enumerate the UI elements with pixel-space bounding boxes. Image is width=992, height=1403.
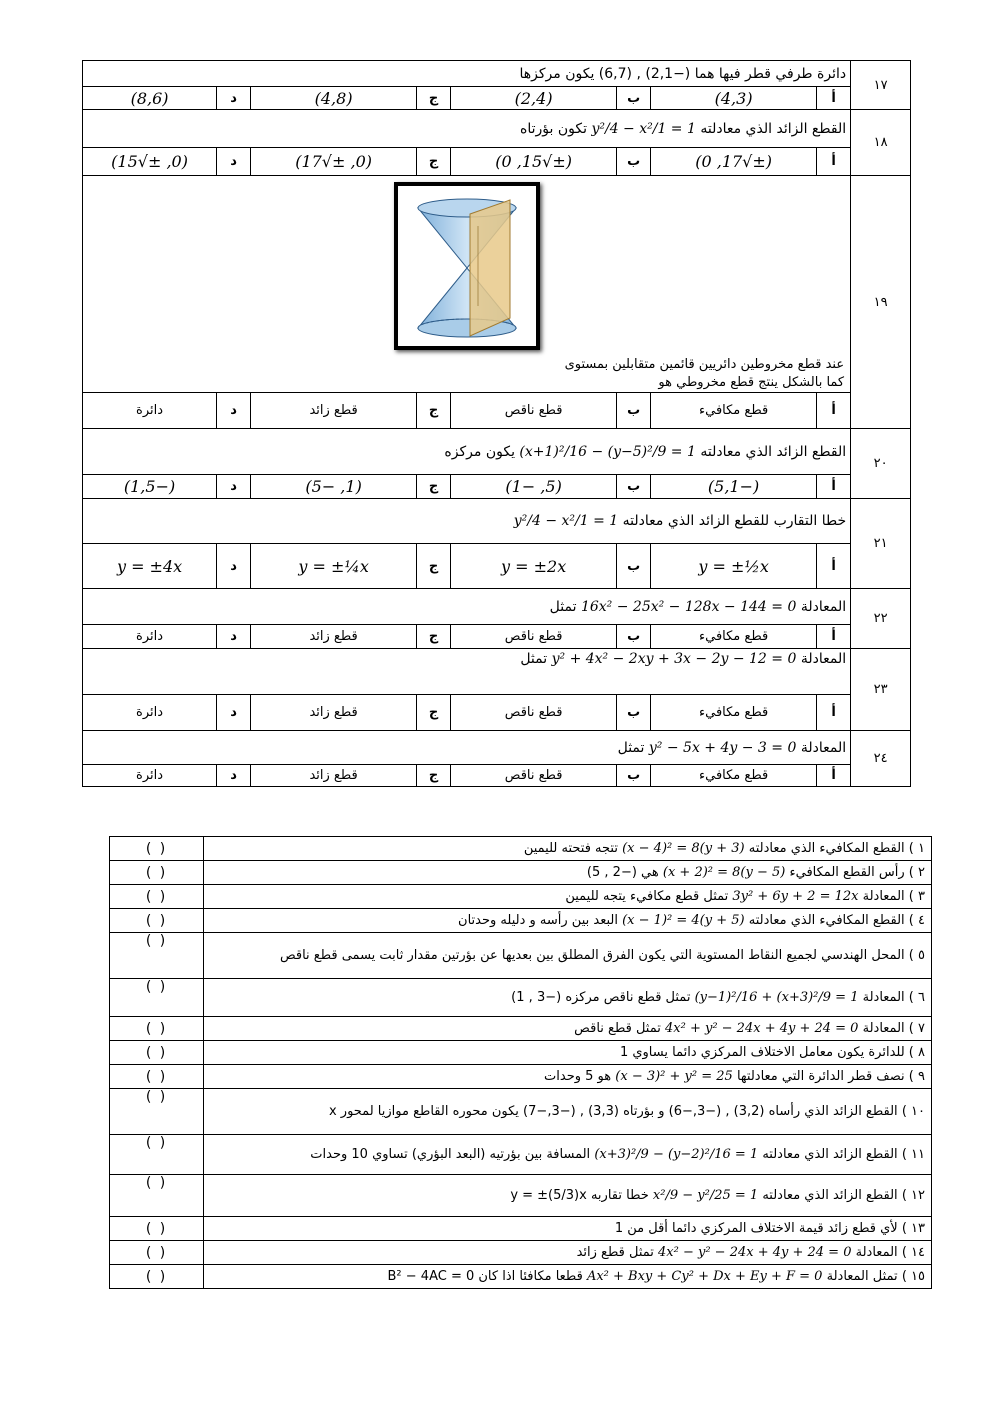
option-letter: أ xyxy=(817,544,851,589)
option-letter: د xyxy=(217,625,251,649)
double-cone-plane-icon xyxy=(398,186,536,346)
option-letter: أ xyxy=(817,625,851,649)
tf-text: هي (−2 , 5) xyxy=(586,865,659,880)
option-d[interactable]: دائرة xyxy=(83,393,217,429)
option-d[interactable]: (0, ±√15) xyxy=(83,148,217,176)
tf-number: ١ ) xyxy=(908,841,925,856)
question-text xyxy=(83,176,851,393)
tf-text: تمثل قطع مكافيء يتجه لليمين xyxy=(565,889,729,904)
tf-statement xyxy=(204,933,932,979)
option-b[interactable]: قطع ناقص xyxy=(451,393,617,429)
tf-text: للدائرة يكون معامل الاختلاف المركزي دائما يساوي 1 xyxy=(619,1045,905,1060)
answer-blank[interactable]: ( ) xyxy=(110,1089,204,1135)
answer-blank[interactable]: ( ) xyxy=(110,837,204,861)
tf-row xyxy=(110,1089,932,1135)
tf-statement xyxy=(204,1241,932,1265)
answer-blank[interactable]: ( ) xyxy=(110,1175,204,1217)
tf-text: البعد بين رأسه و دليله وحدتان xyxy=(458,913,618,928)
option-letter: أ xyxy=(817,87,851,110)
options-row xyxy=(83,148,911,176)
answer-blank[interactable]: ( ) xyxy=(110,1041,204,1065)
option-letter: أ xyxy=(817,765,851,787)
option-letter: ب xyxy=(617,148,651,176)
tf-row xyxy=(110,933,932,979)
option-letter: ج xyxy=(417,475,451,499)
option-a[interactable]: قطع مكافيء xyxy=(651,695,817,731)
tf-statement xyxy=(204,1265,932,1289)
option-letter: أ xyxy=(817,148,851,176)
tf-number: ٦ ) xyxy=(908,990,925,1005)
answer-blank[interactable]: ( ) xyxy=(110,1135,204,1175)
tf-row xyxy=(110,1217,932,1241)
answer-blank[interactable]: ( ) xyxy=(110,885,204,909)
question-equation: y² + 4x² − 2xy + 3x − 2y − 12 = 0 xyxy=(551,651,797,667)
option-d[interactable]: y = ±4x xyxy=(83,544,217,589)
tf-equation: 4x² + y² − 24x + 4y + 24 = 0 xyxy=(665,1021,859,1036)
tf-text: المعادلة xyxy=(862,1021,905,1036)
tf-number: ١٥ ) xyxy=(901,1269,925,1284)
question-text xyxy=(83,649,851,695)
option-letter: ب xyxy=(617,393,651,429)
question-row xyxy=(83,176,911,393)
question-suffix: يكون مركزه xyxy=(444,443,515,460)
tf-statement xyxy=(204,979,932,1017)
option-c[interactable]: (4,8) xyxy=(251,87,417,110)
option-letter: ج xyxy=(417,393,451,429)
question-prefix: المعادلة xyxy=(800,651,847,667)
tf-row xyxy=(110,837,932,861)
tf-statement xyxy=(204,885,932,909)
option-letter: أ xyxy=(817,393,851,429)
tf-row xyxy=(110,1241,932,1265)
options-row xyxy=(83,695,911,731)
option-b[interactable]: y = ±2x xyxy=(451,544,617,589)
option-b[interactable]: قطع ناقص xyxy=(451,765,617,787)
answer-blank[interactable]: ( ) xyxy=(110,1217,204,1241)
true-false-table xyxy=(109,836,932,1289)
option-a[interactable]: (4,3) xyxy=(651,87,817,110)
tf-text: تمثل قطع ناقص xyxy=(574,1021,661,1036)
option-letter: ب xyxy=(617,475,651,499)
tf-number: ٩ ) xyxy=(908,1069,925,1084)
question-prefix: القطع الزائد الذي معادلته xyxy=(700,120,847,137)
option-d[interactable]: (−1,5) xyxy=(83,475,217,499)
tf-row xyxy=(110,909,932,933)
option-a[interactable]: y = ±½x xyxy=(651,544,817,589)
tf-number: ٧ ) xyxy=(908,1021,925,1036)
tf-text: المسافة بين بؤرتيه (البعد البؤري) تساوي 10 وحدات xyxy=(310,1147,591,1162)
tf-equation: (x − 1)² = 4(y + 5) xyxy=(622,913,745,928)
tf-number: ١٠ ) xyxy=(901,1103,925,1119)
option-a[interactable]: (−5,1) xyxy=(651,475,817,499)
option-letter: ب xyxy=(617,625,651,649)
options-row xyxy=(83,475,911,499)
question-row xyxy=(83,731,911,765)
figure-container xyxy=(83,176,850,350)
mcq-table xyxy=(82,60,911,787)
option-d[interactable]: دائرة xyxy=(83,695,217,731)
question-suffix: تكون بؤرتاه xyxy=(520,120,587,137)
answer-blank[interactable]: ( ) xyxy=(110,1017,204,1041)
option-d[interactable]: دائرة xyxy=(83,625,217,649)
tf-equation: (y−1)²/16 + (x+3)²/9 = 1 xyxy=(694,990,859,1005)
answer-blank[interactable]: ( ) xyxy=(110,1265,204,1289)
question-number: ١٩ xyxy=(851,176,911,429)
options-row xyxy=(83,544,911,589)
tf-statement xyxy=(204,1089,932,1135)
question-text xyxy=(83,429,851,475)
option-letter: ج xyxy=(417,148,451,176)
option-c[interactable]: قطع زائد xyxy=(251,695,417,731)
tf-row xyxy=(110,885,932,909)
option-letter: ب xyxy=(617,87,651,110)
option-letter: أ xyxy=(817,475,851,499)
option-letter: ج xyxy=(417,87,451,110)
question-line-2: كما بالشكل ينتج قطع مخروطي هو xyxy=(658,375,845,390)
tf-statement xyxy=(204,837,932,861)
question-text: دائرة طرفي قطر فيها هما (−2,1) , (6,7) يكون مركزها xyxy=(83,61,851,87)
question-line-1: عند قطع مخروطين دائريين قائمين متقابلين بمستوى xyxy=(564,357,845,372)
tf-equation: Ax² + Bxy + Cy² + Dx + Ey + F = 0 xyxy=(586,1269,823,1284)
tf-statement xyxy=(204,1217,932,1241)
tf-number: ٤ ) xyxy=(908,913,925,928)
question-suffix: تمثل xyxy=(549,598,577,615)
tf-text: نصف قطر الدائرة التي معادلتها xyxy=(736,1069,905,1084)
tf-number: ١٣ ) xyxy=(901,1221,925,1236)
tf-equation: 3y² + 6y + 2 = 12x xyxy=(732,889,859,904)
option-c[interactable]: (1, −5) xyxy=(251,475,417,499)
option-a[interactable]: قطع مكافيء xyxy=(651,393,817,429)
tf-statement xyxy=(204,1041,932,1065)
option-letter: د xyxy=(217,475,251,499)
answer-blank[interactable]: ( ) xyxy=(110,979,204,1017)
tf-statement xyxy=(204,1017,932,1041)
question-equation: y²/4 − x²/1 = 1 xyxy=(513,513,619,529)
tf-statement xyxy=(204,861,932,885)
question-suffix: تمثل xyxy=(617,739,645,756)
option-c[interactable]: قطع زائد xyxy=(251,393,417,429)
tf-text: القطع الزائد الذي رأساه (3,2) , (−3,−6) و بؤرتاه (3,3) , (−3,−7) يكون محوره القاطع موازيا لمحور x xyxy=(328,1103,898,1119)
question-number: ٢٢ xyxy=(851,589,911,649)
option-letter: د xyxy=(217,87,251,110)
tf-text: تتجه فتحته لليمين xyxy=(523,841,618,856)
tf-text: تمثل قطع زائد xyxy=(576,1245,654,1260)
tf-equation: (x+3)²/9 − (y−2)²/16 = 1 xyxy=(594,1147,759,1162)
question-number: ٢٠ xyxy=(851,429,911,499)
tf-number: ٢ ) xyxy=(908,865,925,880)
option-b[interactable]: قطع ناقص xyxy=(451,625,617,649)
tf-text: تمثل المعادلة xyxy=(826,1269,898,1284)
question-prefix: القطع الزائد الذي معادلته xyxy=(700,443,847,460)
option-letter: ب xyxy=(617,765,651,787)
option-letter: ج xyxy=(417,695,451,731)
question-number: ٢١ xyxy=(851,499,911,589)
question-row xyxy=(83,429,911,475)
question-equation: y² − 5x + 4y − 3 = 0 xyxy=(648,739,797,756)
question-prefix: خطا التقارب للقطع الزائد الذي معادلته xyxy=(622,513,847,529)
option-a[interactable]: قطع مكافيء xyxy=(651,625,817,649)
tf-text: المعادلة xyxy=(862,990,905,1005)
option-letter: ب xyxy=(617,544,651,589)
question-equation: y²/4 − x²/1 = 1 xyxy=(591,120,696,137)
option-letter: د xyxy=(217,148,251,176)
tf-text: هو 5 وحدات xyxy=(544,1069,612,1084)
question-row xyxy=(83,110,911,148)
option-a[interactable]: قطع مكافيء xyxy=(651,765,817,787)
tf-text: القطع الزائد الذي معادلته xyxy=(762,1147,898,1162)
answer-blank[interactable]: ( ) xyxy=(110,861,204,885)
tf-text: المعادلة xyxy=(855,1245,898,1260)
options-row xyxy=(83,87,911,110)
tf-statement xyxy=(204,1175,932,1217)
tf-text: تمثل قطع ناقص مركزه (−3 , 1) xyxy=(511,990,691,1005)
option-c[interactable]: y = ±¼x xyxy=(251,544,417,589)
tf-text: القطع المكافيء الذي معادلته xyxy=(748,913,905,928)
tf-text: المحل الهندسي لجميع النقاط المستوية التي يكون الفرق المطلق بين بعديها عن بؤرتين مقدار ثابت يسمى قطع ناقص xyxy=(279,947,905,963)
tf-equation: (x + 2)² = 8(y − 5) xyxy=(662,865,786,880)
tf-row xyxy=(110,1065,932,1089)
option-c[interactable]: قطع زائد xyxy=(251,625,417,649)
question-prefix: المعادلة xyxy=(800,598,847,615)
option-b[interactable]: (±√15, 0) xyxy=(451,148,617,176)
options-row xyxy=(83,393,911,429)
double-cone-figure xyxy=(394,182,540,350)
question-text xyxy=(83,731,851,765)
tf-equation: (x − 3)² + y² = 25 xyxy=(615,1069,733,1084)
option-b[interactable]: (2,4) xyxy=(451,87,617,110)
tf-equation: (x − 4)² = 8(y + 3) xyxy=(622,841,745,856)
option-c[interactable]: قطع زائد xyxy=(251,765,417,787)
tf-text: القطع المكافيء الذي معادلته xyxy=(748,841,905,856)
question-row xyxy=(83,649,911,695)
options-row xyxy=(83,765,911,787)
tf-row xyxy=(110,979,932,1017)
option-d[interactable]: دائرة xyxy=(83,765,217,787)
answer-blank[interactable]: ( ) xyxy=(110,933,204,979)
question-row xyxy=(83,499,911,544)
answer-blank[interactable]: ( ) xyxy=(110,1241,204,1265)
tf-number: ١٤ ) xyxy=(901,1245,925,1260)
question-number: ١٨ xyxy=(851,110,911,176)
tf-row xyxy=(110,1265,932,1289)
tf-text: قطعا مكافئا اذا كان B² − 4AC = 0 xyxy=(387,1269,583,1284)
option-letter: ب xyxy=(617,695,651,731)
tf-number: ٣ ) xyxy=(908,889,925,904)
option-d[interactable]: (8,6) xyxy=(83,87,217,110)
question-equation: 16x² − 25x² − 128x − 144 = 0 xyxy=(580,598,797,615)
options-row xyxy=(83,625,911,649)
tf-text: المعادلة xyxy=(862,889,905,904)
question-text xyxy=(83,589,851,625)
option-a[interactable]: (±√17, 0) xyxy=(651,148,817,176)
option-letter: ج xyxy=(417,544,451,589)
question-number: ٢٣ xyxy=(851,649,911,731)
question-text xyxy=(83,110,851,148)
tf-row xyxy=(110,1175,932,1217)
tf-statement xyxy=(204,1135,932,1175)
option-letter: د xyxy=(217,544,251,589)
answer-blank[interactable]: ( ) xyxy=(110,909,204,933)
option-letter: د xyxy=(217,393,251,429)
question-suffix: تمثل xyxy=(520,651,548,667)
option-letter: د xyxy=(217,695,251,731)
tf-text: القطع الزائد الذي معادلته xyxy=(762,1188,898,1203)
question-text xyxy=(83,499,851,544)
tf-equation: x²/9 − y²/25 = 1 xyxy=(652,1188,759,1203)
tf-row xyxy=(110,1017,932,1041)
question-row xyxy=(83,589,911,625)
option-c[interactable]: (0, ±√17) xyxy=(251,148,417,176)
tf-row xyxy=(110,1041,932,1065)
question-number: ١٧ xyxy=(851,61,911,110)
tf-number: ١٢ ) xyxy=(901,1188,925,1203)
tf-text: لأي قطع زائد قيمة الاختلاف المركزي دائما أقل من 1 xyxy=(614,1221,898,1236)
tf-number: ٥ ) xyxy=(908,947,925,963)
option-letter: ج xyxy=(417,625,451,649)
option-b[interactable]: (5, −1) xyxy=(451,475,617,499)
tf-statement xyxy=(204,1065,932,1089)
tf-row xyxy=(110,861,932,885)
tf-text: رأس القطع المكافيء xyxy=(789,865,905,880)
tf-equation: 4x² − y² − 24x + 4y + 24 = 0 xyxy=(658,1245,852,1260)
tf-number: ٨ ) xyxy=(908,1045,925,1060)
tf-text: خطا تقاربه y = ±(5/3)x xyxy=(510,1188,649,1203)
option-letter: أ xyxy=(817,695,851,731)
answer-blank[interactable]: ( ) xyxy=(110,1065,204,1089)
question-number: ٢٤ xyxy=(851,731,911,787)
tf-statement xyxy=(204,909,932,933)
question-prefix: المعادلة xyxy=(800,739,847,756)
option-b[interactable]: قطع ناقص xyxy=(451,695,617,731)
option-letter: د xyxy=(217,765,251,787)
tf-number: ١١ ) xyxy=(901,1147,925,1162)
question-equation: (x+1)²/16 − (y−5)²/9 = 1 xyxy=(519,443,696,460)
option-letter: ج xyxy=(417,765,451,787)
tf-row xyxy=(110,1135,932,1175)
question-row xyxy=(83,61,911,87)
